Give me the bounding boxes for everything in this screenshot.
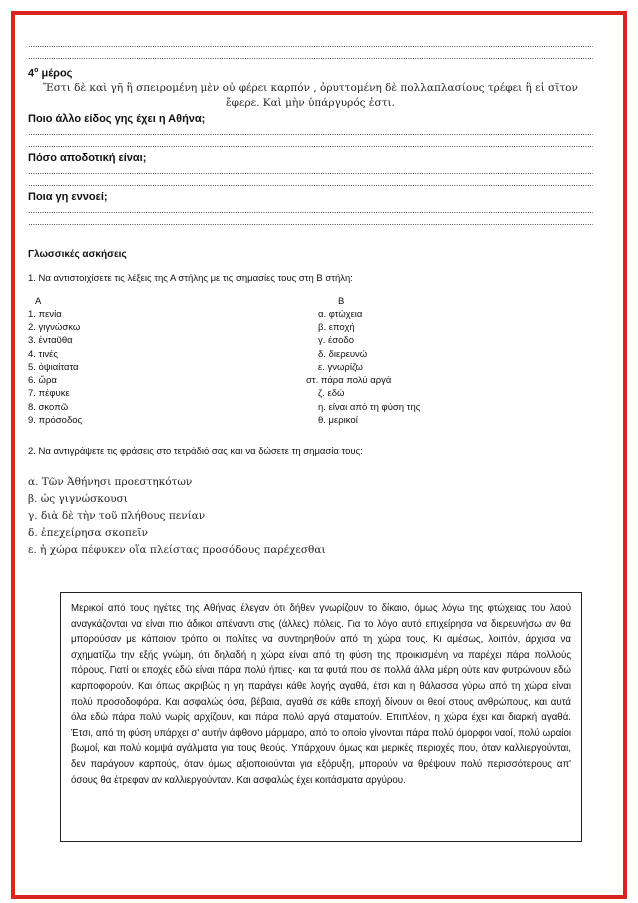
column-b-item: θ. μερικοί (318, 415, 358, 427)
question-2: Πόσο αποδοτική είναι; (28, 151, 147, 164)
column-b-item: δ. διερευνώ (318, 348, 368, 360)
column-b-item: ζ. εδώ (318, 388, 345, 400)
phrase-item: δ. ἐπεχείρησα σκοπεῖν (28, 526, 148, 539)
translation-text: Μερικοί από τους ηγέτες της Αθήνας έλεγαν ότι δήθεν γνωρίζουν το δίκαιο, όμως λόγω της φτώχειας του λαού αναγκάζονται να είναι πιο άδικοι απέναντι στις (άλλες) πόλεις. Για το λόγο αυτό επιχείρησα να διερευνήσω αν θα μπορούσαν με κάποιον τρόπο οι πολίτες να συντηρηθούν από τη χώρα τους. Κι αμέσως, λοιπόν, άρχισα να σχηματίζω την εξής γνώμη, ότι δηλαδή η χώρα είναι από τη φύση της προικισμένη να παρέχει πάρα πολλούς πόρους. Γιατί οι εποχές εδώ είναι πάρα πολύ ήπιες· και τα φυτά που σε πολλά άλλα μέρη ούτε καν φυτρώνουν εδώ καρποφορούν. Και όπως ακριβώς η γη παράγει κάθε λογής αγαθά, έτσι και η θάλασσα γύρω από τη χώρα είναι πολύ προσοδοφόρα. Και ασφαλώς όσα, βέβαια, αγαθά σε κάθε εποχή δίνουν οι θεοί στους ανθρώπους, και αυτά όλα εδώ πάρα πολύ νωρίς αρχίζουν, και πάρα πολύ αργά σταματούν. Επιπλέον, η χώρα έχει και διαρκή αγαθά. Έτσι, από τη φύση υπάρχει σ' αυτήν άφθονο μάρμαρο, από το οποίο γίνονται πάρα πολύ όμορφοι ναοί, πολύ ωραίοι βωμοί, και πολύ κομψά αγάλματα για τους θεούς. Υπάρχουν όμως και μερικές περιοχές που, όταν καλλιεργούνται, δεν παράγουν καρπούς, όταν όμως αξιοποιούνται για εξόρυξη, μπορούν να θρέψουν πολύ περισσότερους απ' όσους θα έτρεφαν αν καλλιεργούνταν. Και ασφαλώς έχει κοιτάσματα αργύρου. (71, 603, 571, 786)
worksheet (28, 38, 593, 559)
phrase-item: ε. ἡ χώρα πέφυκεν οἵα πλείστας προσόδους παρέχεσθαι (28, 543, 326, 556)
ancient-text (28, 81, 593, 111)
answer-line[interactable] (28, 38, 593, 50)
column-a-item: 9. πρόσοδος (28, 415, 83, 427)
column-b-item: στ. πάρα πολύ αργά (306, 375, 392, 387)
matching-columns (28, 295, 593, 435)
answer-line[interactable] (28, 126, 593, 138)
exercise-1-instruction: 1. Να αντιστοιχίσετε τις λέξεις της Α στήλης με τις σημασίες τους στη Β στήλη: (28, 272, 353, 284)
column-a-item: 6. ὥρα (28, 375, 57, 387)
column-b (306, 308, 421, 428)
column-a-item: 8. σκοπῶ (28, 401, 69, 413)
answer-line[interactable] (28, 50, 593, 62)
column-a-item: 5. ὀψιαίτατα (28, 361, 79, 373)
phrase-item: γ. διὰ δὲ τὴν τοῦ πλήθους πενίαν (28, 509, 206, 522)
ancient-text-line: ἔφερε. Καὶ μὴν ὑπάργυρός ἐστι. (226, 96, 395, 109)
part-word: μέρος (41, 67, 73, 80)
part-number: 4 (28, 67, 35, 80)
translation-box (60, 592, 582, 842)
column-a-heading: Α (35, 295, 42, 307)
answer-line[interactable] (28, 204, 593, 216)
column-a-item: 3. ἐνταῦθα (28, 335, 73, 347)
column-a-item: 1. πενία (28, 308, 62, 320)
ancient-text-line: Ἔστι δὲ καὶ γῆ ἣ σπειρομένη μὲν οὐ φέρει καρπόν , ὀρυττομένη δὲ πολλαπλασίους τρέφει ἢ εἰ σῖτον (43, 81, 578, 94)
phrase-list (28, 474, 593, 559)
column-b-item: ε. γνωρίζω (318, 361, 363, 373)
column-b-item: α. φτώχεια (318, 308, 363, 320)
answer-line[interactable] (28, 177, 593, 189)
question-1: Ποιο άλλο είδος γης έχει η Αθήνα; (28, 112, 206, 125)
phrase-item: β. ὡς γιγνώσκουσι (28, 492, 128, 505)
part-heading (28, 64, 593, 81)
column-b-item: β. εποχή (318, 321, 355, 333)
column-a-item: 2. γιγνώσκω (28, 321, 81, 333)
column-b-heading: Β (338, 295, 345, 307)
column-a-item: 7. πέφυκε (28, 388, 70, 400)
column-b-item: γ. έσοδο (318, 335, 354, 347)
question-3: Ποια γη εννοεί; (28, 190, 108, 203)
column-a-item: 4. τινές (28, 348, 58, 360)
answer-line[interactable] (28, 138, 593, 150)
phrase-item: α. Τῶν Ἀθήνησι προεστηκότων (28, 475, 193, 488)
answer-line[interactable] (28, 216, 593, 228)
column-b-item: η. είναι από τη φύση της (318, 401, 421, 413)
section-heading: Γλωσσικές ασκήσεις (28, 248, 127, 260)
part-ordinal: ο (34, 67, 39, 74)
exercise-2-instruction: 2. Να αντιγράψετε τις φράσεις στο τετράδιό σας και να δώσετε τη σημασία τους: (28, 445, 363, 457)
column-a (28, 308, 82, 428)
answer-line[interactable] (28, 165, 593, 177)
